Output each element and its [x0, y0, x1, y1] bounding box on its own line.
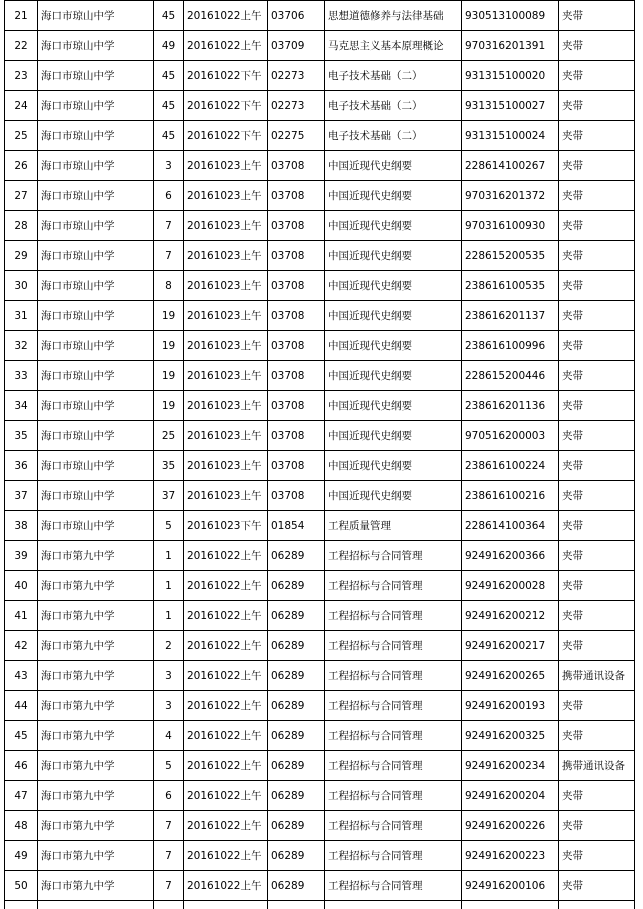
table-row [5, 301, 635, 331]
empty-cell [559, 901, 635, 909]
seat-number-cell: 19 [154, 301, 184, 331]
course-code-cell: 06289 [268, 631, 325, 661]
seat-number-cell: 6 [154, 781, 184, 811]
exam-time-cell: 20161022上午 [184, 631, 268, 661]
row-index-cell: 21 [5, 1, 38, 31]
violation-cell: 夹带 [559, 361, 635, 391]
row-index-cell: 29 [5, 241, 38, 271]
course-code-cell: 03706 [268, 1, 325, 31]
seat-number-cell: 3 [154, 691, 184, 721]
course-name-cell: 电子技术基础（二） [325, 61, 462, 91]
exam-time-cell: 20161023上午 [184, 241, 268, 271]
table-row [5, 61, 635, 91]
table-row [5, 151, 635, 181]
table-row [5, 91, 635, 121]
ticket-number-cell: 970316201391 [462, 31, 559, 61]
table-row [5, 661, 635, 691]
course-code-cell: 06289 [268, 691, 325, 721]
course-code-cell: 02273 [268, 91, 325, 121]
violation-cell: 夹带 [559, 601, 635, 631]
school-cell: 海口市琼山中学 [38, 61, 154, 91]
course-code-cell: 06289 [268, 841, 325, 871]
row-index-cell: 43 [5, 661, 38, 691]
seat-number-cell: 3 [154, 661, 184, 691]
ticket-number-cell: 970316100930 [462, 211, 559, 241]
violation-cell: 夹带 [559, 631, 635, 661]
course-code-cell: 03708 [268, 241, 325, 271]
school-cell: 海口市琼山中学 [38, 451, 154, 481]
course-code-cell: 03709 [268, 31, 325, 61]
course-name-cell: 中国近现代史纲要 [325, 271, 462, 301]
seat-number-cell: 1 [154, 601, 184, 631]
ticket-number-cell: 924916200226 [462, 811, 559, 841]
exam-time-cell: 20161023上午 [184, 391, 268, 421]
exam-time-cell: 20161023上午 [184, 211, 268, 241]
course-name-cell: 工程招标与合同管理 [325, 721, 462, 751]
row-index-cell: 22 [5, 31, 38, 61]
empty-cell [268, 901, 325, 909]
table-row [5, 451, 635, 481]
course-name-cell: 工程招标与合同管理 [325, 841, 462, 871]
school-cell: 海口市琼山中学 [38, 91, 154, 121]
ticket-number-cell: 931315100027 [462, 91, 559, 121]
course-code-cell: 03708 [268, 361, 325, 391]
violation-cell: 夹带 [559, 871, 635, 901]
ticket-number-cell: 924916200223 [462, 841, 559, 871]
exam-time-cell: 20161022上午 [184, 751, 268, 781]
seat-number-cell: 7 [154, 871, 184, 901]
seat-number-cell: 37 [154, 481, 184, 511]
violation-cell: 夹带 [559, 211, 635, 241]
table-row [5, 211, 635, 241]
school-cell: 海口市第九中学 [38, 781, 154, 811]
exam-time-cell: 20161022上午 [184, 871, 268, 901]
seat-number-cell: 1 [154, 541, 184, 571]
course-code-cell: 03708 [268, 421, 325, 451]
ticket-number-cell: 238616100216 [462, 481, 559, 511]
seat-number-cell: 8 [154, 271, 184, 301]
violation-cell: 夹带 [559, 811, 635, 841]
school-cell: 海口市琼山中学 [38, 361, 154, 391]
row-index-cell: 46 [5, 751, 38, 781]
school-cell: 海口市琼山中学 [38, 421, 154, 451]
table-row [5, 541, 635, 571]
school-cell: 海口市第九中学 [38, 841, 154, 871]
course-code-cell: 03708 [268, 181, 325, 211]
violation-cell: 夹带 [559, 511, 635, 541]
exam-time-cell: 20161022上午 [184, 781, 268, 811]
row-index-cell: 47 [5, 781, 38, 811]
school-cell: 海口市第九中学 [38, 811, 154, 841]
row-index-cell: 50 [5, 871, 38, 901]
ticket-number-cell: 970316201372 [462, 181, 559, 211]
course-name-cell: 工程招标与合同管理 [325, 631, 462, 661]
school-cell: 海口市琼山中学 [38, 331, 154, 361]
course-code-cell: 03708 [268, 211, 325, 241]
school-cell: 海口市琼山中学 [38, 151, 154, 181]
violation-cell: 夹带 [559, 841, 635, 871]
ticket-number-cell: 924916200217 [462, 631, 559, 661]
school-cell: 海口市琼山中学 [38, 481, 154, 511]
ticket-number-cell: 931315100020 [462, 61, 559, 91]
course-name-cell: 工程质量管理 [325, 511, 462, 541]
course-name-cell: 工程招标与合同管理 [325, 541, 462, 571]
course-code-cell: 06289 [268, 601, 325, 631]
course-code-cell: 01854 [268, 511, 325, 541]
school-cell: 海口市琼山中学 [38, 301, 154, 331]
row-index-cell: 24 [5, 91, 38, 121]
course-code-cell: 06289 [268, 721, 325, 751]
exam-time-cell: 20161022下午 [184, 91, 268, 121]
ticket-number-cell: 924916200366 [462, 541, 559, 571]
school-cell: 海口市第九中学 [38, 871, 154, 901]
course-name-cell: 中国近现代史纲要 [325, 181, 462, 211]
ticket-number-cell: 924916200265 [462, 661, 559, 691]
course-name-cell: 工程招标与合同管理 [325, 571, 462, 601]
course-name-cell: 中国近现代史纲要 [325, 241, 462, 271]
exam-time-cell: 20161022下午 [184, 121, 268, 151]
ticket-number-cell: 970516200003 [462, 421, 559, 451]
table-row [5, 331, 635, 361]
school-cell: 海口市第九中学 [38, 661, 154, 691]
ticket-number-cell: 238616100535 [462, 271, 559, 301]
violation-cell: 夹带 [559, 331, 635, 361]
course-name-cell: 工程招标与合同管理 [325, 751, 462, 781]
table-row [5, 271, 635, 301]
course-code-cell: 03708 [268, 151, 325, 181]
ticket-number-cell: 931315100024 [462, 121, 559, 151]
table-row [5, 751, 635, 781]
row-index-cell: 40 [5, 571, 38, 601]
table-row [5, 121, 635, 151]
empty-cell [184, 901, 268, 909]
course-code-cell: 06289 [268, 661, 325, 691]
seat-number-cell: 25 [154, 421, 184, 451]
seat-number-cell: 49 [154, 31, 184, 61]
empty-cell [462, 901, 559, 909]
row-index-cell: 32 [5, 331, 38, 361]
violation-cell: 夹带 [559, 61, 635, 91]
course-code-cell: 06289 [268, 571, 325, 601]
seat-number-cell: 6 [154, 181, 184, 211]
violation-cell: 携带通讯设备 [559, 661, 635, 691]
violation-cell: 夹带 [559, 541, 635, 571]
table-row [5, 31, 635, 61]
violation-cell: 夹带 [559, 571, 635, 601]
school-cell: 海口市琼山中学 [38, 391, 154, 421]
violation-cell: 夹带 [559, 301, 635, 331]
table-row [5, 481, 635, 511]
seat-number-cell: 1 [154, 571, 184, 601]
empty-cell [325, 901, 462, 909]
ticket-number-cell: 238616201137 [462, 301, 559, 331]
row-index-cell: 25 [5, 121, 38, 151]
seat-number-cell: 7 [154, 811, 184, 841]
course-name-cell: 工程招标与合同管理 [325, 871, 462, 901]
exam-time-cell: 20161022上午 [184, 601, 268, 631]
course-code-cell: 06289 [268, 751, 325, 781]
course-name-cell: 工程招标与合同管理 [325, 661, 462, 691]
violation-cell: 夹带 [559, 1, 635, 31]
course-name-cell: 中国近现代史纲要 [325, 151, 462, 181]
course-name-cell: 中国近现代史纲要 [325, 481, 462, 511]
table-row [5, 571, 635, 601]
table-body [5, 1, 635, 909]
table-row [5, 241, 635, 271]
course-name-cell: 工程招标与合同管理 [325, 601, 462, 631]
school-cell: 海口市第九中学 [38, 721, 154, 751]
school-cell: 海口市琼山中学 [38, 121, 154, 151]
course-name-cell: 马克思主义基本原理概论 [325, 31, 462, 61]
table-row [5, 841, 635, 871]
ticket-number-cell: 228614100267 [462, 151, 559, 181]
school-cell: 海口市琼山中学 [38, 31, 154, 61]
row-index-cell: 48 [5, 811, 38, 841]
seat-number-cell: 19 [154, 331, 184, 361]
violation-cell: 夹带 [559, 391, 635, 421]
exam-time-cell: 20161022上午 [184, 541, 268, 571]
course-name-cell: 中国近现代史纲要 [325, 331, 462, 361]
table-row [5, 361, 635, 391]
course-code-cell: 06289 [268, 781, 325, 811]
ticket-number-cell: 238616100224 [462, 451, 559, 481]
course-code-cell: 03708 [268, 391, 325, 421]
school-cell: 海口市琼山中学 [38, 511, 154, 541]
row-index-cell: 26 [5, 151, 38, 181]
seat-number-cell: 45 [154, 1, 184, 31]
seat-number-cell: 5 [154, 751, 184, 781]
ticket-number-cell: 238616100996 [462, 331, 559, 361]
table-row [5, 391, 635, 421]
ticket-number-cell: 228615200535 [462, 241, 559, 271]
violation-cell: 夹带 [559, 271, 635, 301]
course-name-cell: 思想道德修养与法律基础 [325, 1, 462, 31]
row-index-cell: 28 [5, 211, 38, 241]
course-code-cell: 03708 [268, 301, 325, 331]
course-name-cell: 工程招标与合同管理 [325, 781, 462, 811]
violation-cell: 夹带 [559, 241, 635, 271]
school-cell: 海口市琼山中学 [38, 181, 154, 211]
violation-cell: 夹带 [559, 481, 635, 511]
seat-number-cell: 35 [154, 451, 184, 481]
table-row [5, 421, 635, 451]
ticket-number-cell: 924916200193 [462, 691, 559, 721]
row-index-cell: 42 [5, 631, 38, 661]
empty-cell [5, 901, 38, 909]
exam-time-cell: 20161023上午 [184, 481, 268, 511]
ticket-number-cell: 924916200106 [462, 871, 559, 901]
course-code-cell: 02273 [268, 61, 325, 91]
seat-number-cell: 19 [154, 391, 184, 421]
row-index-cell: 35 [5, 421, 38, 451]
table-row [5, 691, 635, 721]
seat-number-cell: 7 [154, 841, 184, 871]
empty-cell [154, 901, 184, 909]
seat-number-cell: 7 [154, 211, 184, 241]
violation-cell: 夹带 [559, 31, 635, 61]
exam-time-cell: 20161022上午 [184, 31, 268, 61]
school-cell: 海口市琼山中学 [38, 1, 154, 31]
row-index-cell: 27 [5, 181, 38, 211]
violation-cell: 携带通讯设备 [559, 751, 635, 781]
table-row [5, 871, 635, 901]
violation-cell: 夹带 [559, 181, 635, 211]
table-row [5, 631, 635, 661]
ticket-number-cell: 228615200446 [462, 361, 559, 391]
course-code-cell: 06289 [268, 541, 325, 571]
exam-time-cell: 20161023上午 [184, 151, 268, 181]
school-cell: 海口市琼山中学 [38, 271, 154, 301]
exam-time-cell: 20161022上午 [184, 841, 268, 871]
course-name-cell: 中国近现代史纲要 [325, 421, 462, 451]
course-code-cell: 06289 [268, 871, 325, 901]
exam-time-cell: 20161022上午 [184, 721, 268, 751]
seat-number-cell: 7 [154, 241, 184, 271]
exam-time-cell: 20161023上午 [184, 421, 268, 451]
table-row [5, 781, 635, 811]
ticket-number-cell: 924916200212 [462, 601, 559, 631]
school-cell: 海口市琼山中学 [38, 241, 154, 271]
violation-cell: 夹带 [559, 121, 635, 151]
ticket-number-cell: 924916200234 [462, 751, 559, 781]
ticket-number-cell: 238616201136 [462, 391, 559, 421]
table-row [5, 601, 635, 631]
ticket-number-cell: 924916200204 [462, 781, 559, 811]
course-name-cell: 中国近现代史纲要 [325, 301, 462, 331]
course-code-cell: 03708 [268, 271, 325, 301]
row-index-cell: 45 [5, 721, 38, 751]
course-code-cell: 03708 [268, 451, 325, 481]
seat-number-cell: 5 [154, 511, 184, 541]
row-index-cell: 33 [5, 361, 38, 391]
exam-time-cell: 20161023上午 [184, 331, 268, 361]
exam-time-cell: 20161022上午 [184, 571, 268, 601]
course-code-cell: 02275 [268, 121, 325, 151]
row-index-cell: 38 [5, 511, 38, 541]
exam-time-cell: 20161023上午 [184, 301, 268, 331]
course-name-cell: 电子技术基础（二） [325, 91, 462, 121]
violation-cell: 夹带 [559, 151, 635, 181]
row-index-cell: 30 [5, 271, 38, 301]
row-index-cell: 37 [5, 481, 38, 511]
seat-number-cell: 45 [154, 121, 184, 151]
ticket-number-cell: 924916200028 [462, 571, 559, 601]
violation-cell: 夹带 [559, 451, 635, 481]
table-row [5, 721, 635, 751]
violation-cell: 夹带 [559, 781, 635, 811]
empty-cell [38, 901, 154, 909]
row-index-cell: 34 [5, 391, 38, 421]
row-index-cell: 31 [5, 301, 38, 331]
course-name-cell: 中国近现代史纲要 [325, 451, 462, 481]
school-cell: 海口市第九中学 [38, 631, 154, 661]
violation-cell: 夹带 [559, 691, 635, 721]
ticket-number-cell: 930513100089 [462, 1, 559, 31]
seat-number-cell: 3 [154, 151, 184, 181]
school-cell: 海口市第九中学 [38, 541, 154, 571]
course-name-cell: 电子技术基础（二） [325, 121, 462, 151]
exam-time-cell: 20161022上午 [184, 691, 268, 721]
course-name-cell: 中国近现代史纲要 [325, 361, 462, 391]
exam-time-cell: 20161023上午 [184, 361, 268, 391]
violation-cell: 夹带 [559, 91, 635, 121]
ticket-number-cell: 228614100364 [462, 511, 559, 541]
exam-time-cell: 20161023上午 [184, 451, 268, 481]
course-name-cell: 中国近现代史纲要 [325, 391, 462, 421]
course-name-cell: 中国近现代史纲要 [325, 211, 462, 241]
seat-number-cell: 2 [154, 631, 184, 661]
table-row [5, 1, 635, 31]
table-row [5, 181, 635, 211]
exam-time-cell: 20161023上午 [184, 181, 268, 211]
school-cell: 海口市第九中学 [38, 751, 154, 781]
row-index-cell: 41 [5, 601, 38, 631]
row-index-cell: 23 [5, 61, 38, 91]
table-row [5, 811, 635, 841]
exam-time-cell: 20161022上午 [184, 661, 268, 691]
seat-number-cell: 45 [154, 91, 184, 121]
violation-cell: 夹带 [559, 721, 635, 751]
seat-number-cell: 19 [154, 361, 184, 391]
course-name-cell: 工程招标与合同管理 [325, 691, 462, 721]
row-index-cell: 49 [5, 841, 38, 871]
exam-time-cell: 20161023下午 [184, 511, 268, 541]
exam-time-cell: 20161023上午 [184, 271, 268, 301]
seat-number-cell: 45 [154, 61, 184, 91]
row-index-cell: 44 [5, 691, 38, 721]
exam-time-cell: 20161022下午 [184, 61, 268, 91]
school-cell: 海口市第九中学 [38, 691, 154, 721]
row-index-cell: 39 [5, 541, 38, 571]
course-code-cell: 03708 [268, 331, 325, 361]
exam-time-cell: 20161022上午 [184, 811, 268, 841]
table-row [5, 511, 635, 541]
violations-table [4, 0, 635, 909]
ticket-number-cell: 924916200325 [462, 721, 559, 751]
seat-number-cell: 4 [154, 721, 184, 751]
school-cell: 海口市琼山中学 [38, 211, 154, 241]
table-row-partial [5, 901, 635, 909]
course-name-cell: 工程招标与合同管理 [325, 811, 462, 841]
row-index-cell: 36 [5, 451, 38, 481]
course-code-cell: 03708 [268, 481, 325, 511]
school-cell: 海口市第九中学 [38, 571, 154, 601]
exam-time-cell: 20161022上午 [184, 1, 268, 31]
school-cell: 海口市第九中学 [38, 601, 154, 631]
course-code-cell: 06289 [268, 811, 325, 841]
violation-cell: 夹带 [559, 421, 635, 451]
